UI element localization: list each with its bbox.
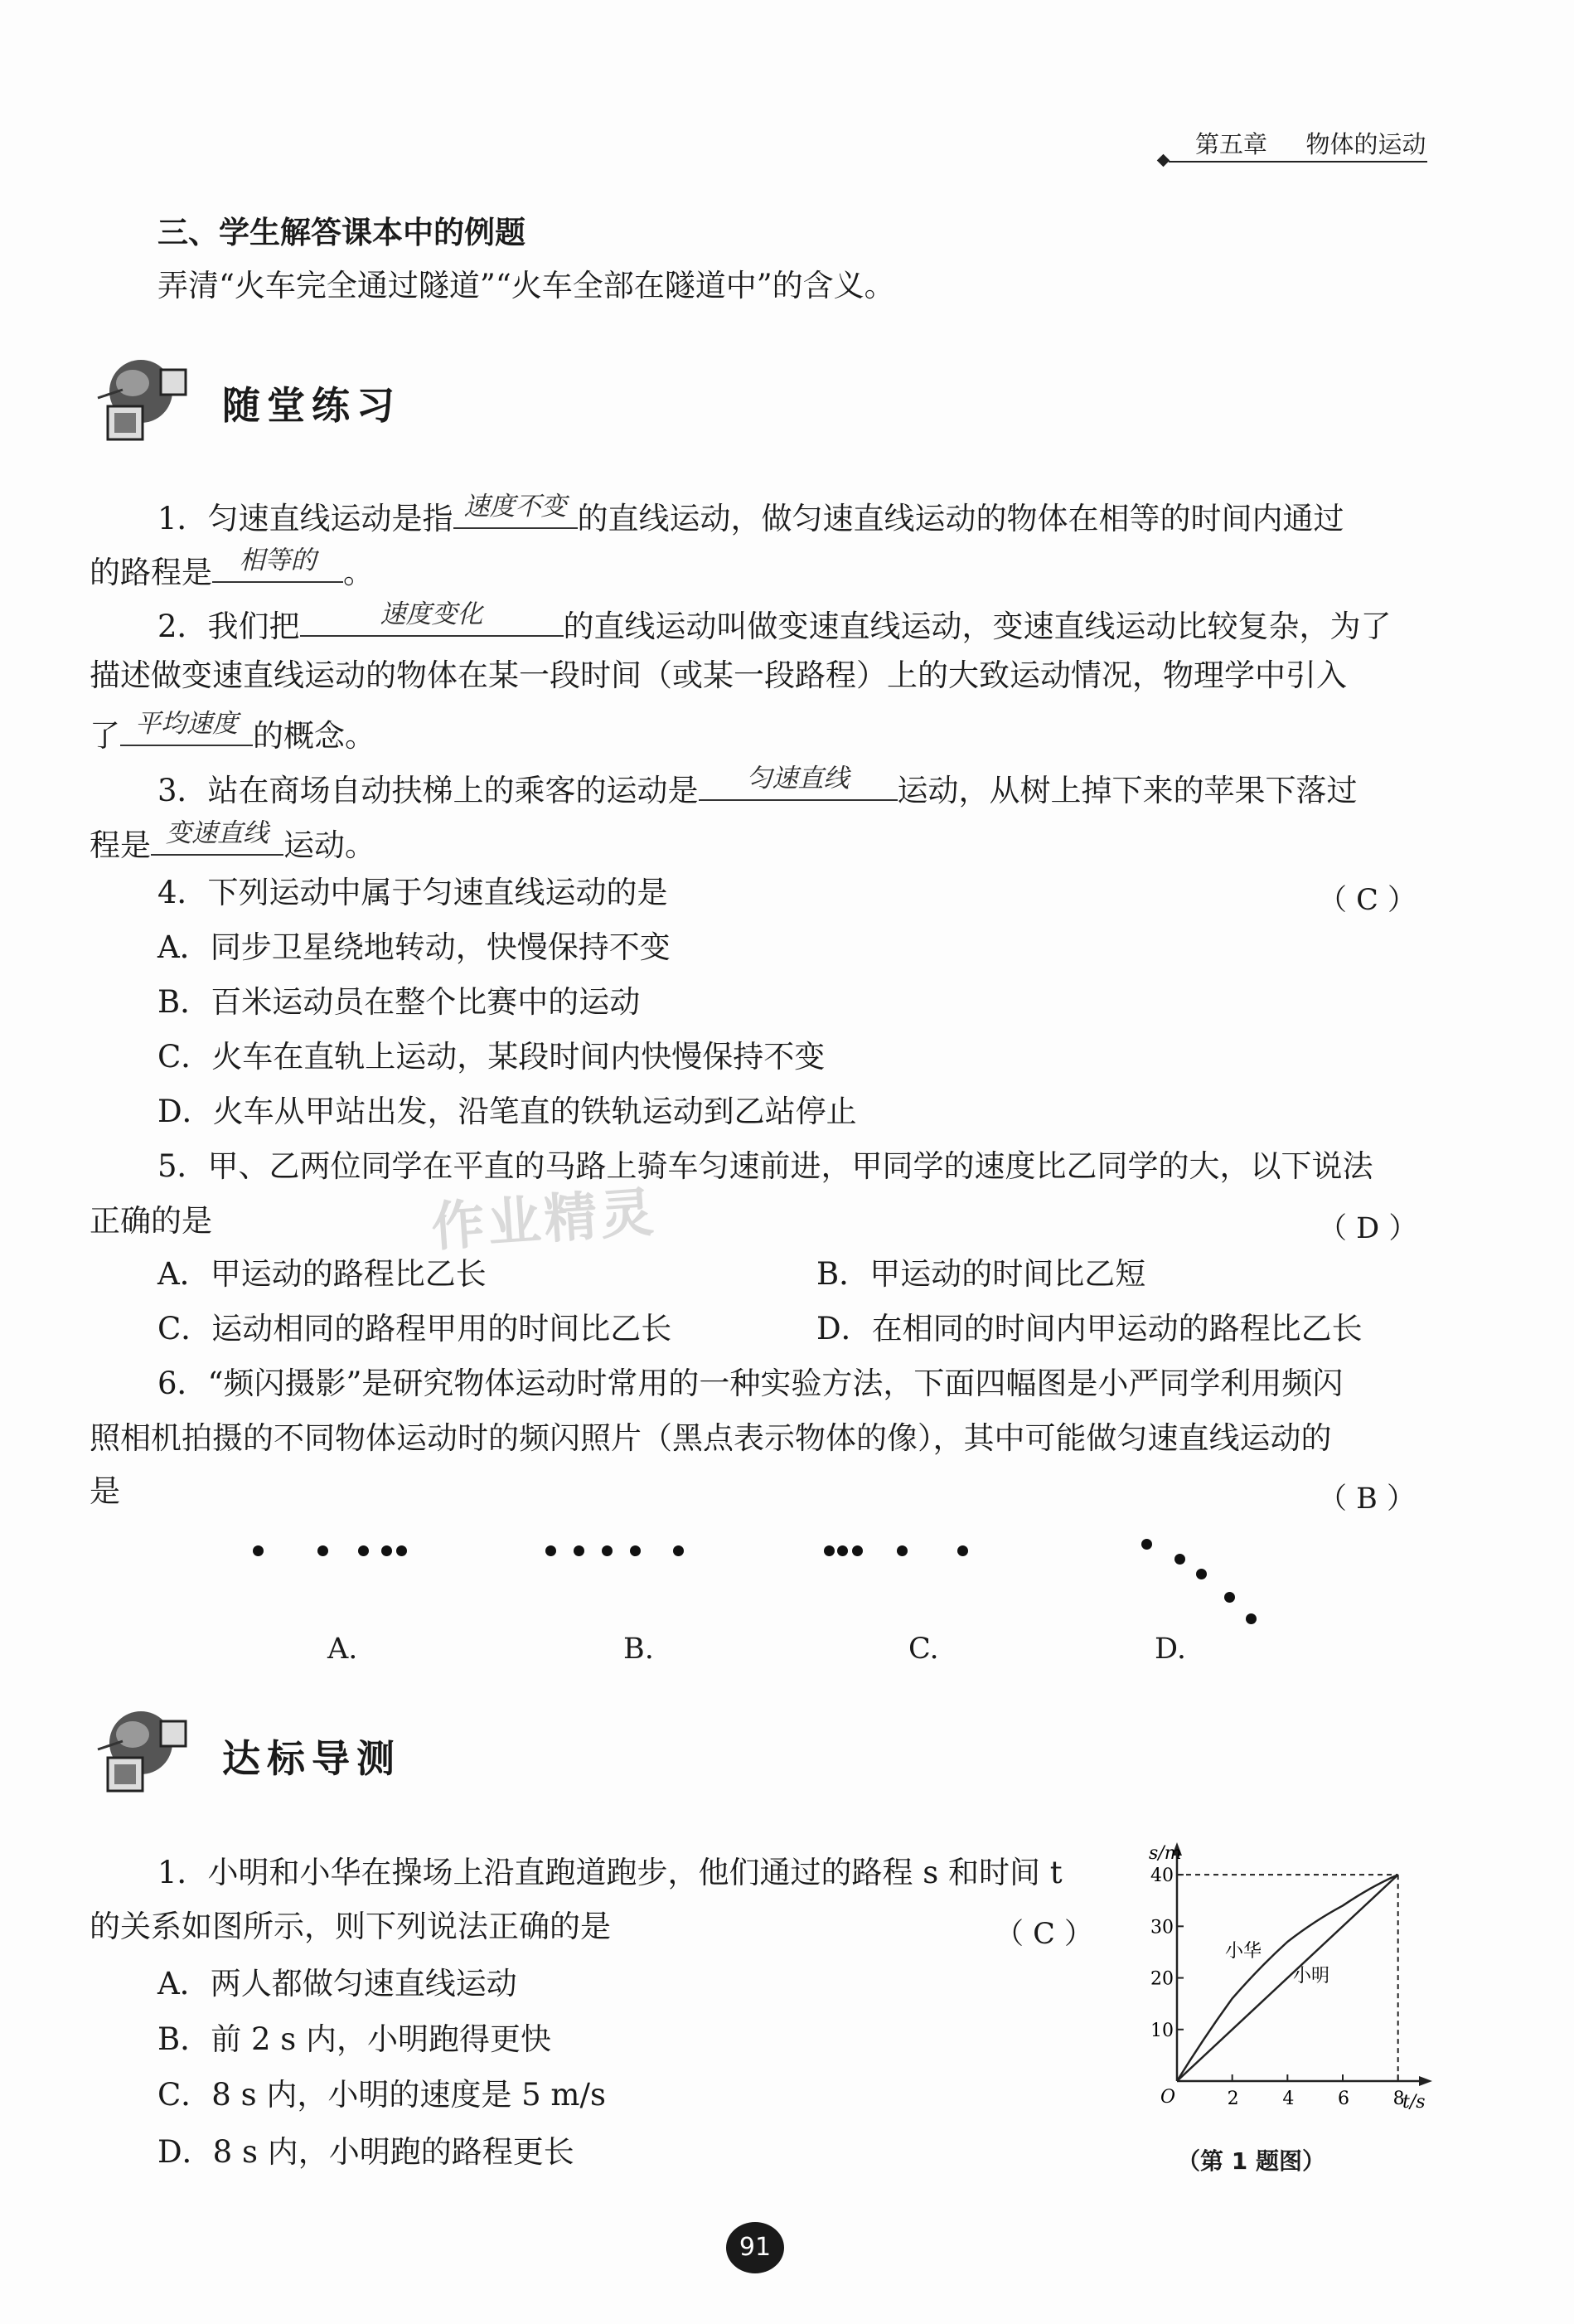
- chapter-header: [1195, 126, 1426, 160]
- practice-q6-stem3: 是: [90, 1473, 120, 1509]
- q4-option-b: B．百米运动员在整个比赛中的运动: [157, 984, 641, 1020]
- practice-q6-stem2: 照相机拍摄的不同物体运动时的频闪照片（黑点表示物体的像），其中可能做匀速直线运动的: [90, 1420, 1332, 1456]
- test-q1-stem2: 的关系如图所示，则下列说法正确的是: [90, 1909, 611, 1944]
- q5-option-c: C．运动相同的路程甲用的时间比乙长: [157, 1311, 672, 1346]
- st-chart: [1136, 1832, 1442, 2131]
- q1-blank-2[interactable]: 相等的: [212, 551, 343, 583]
- chapter-number: 第五章: [1195, 130, 1268, 158]
- practice-q5-stem1: 5．甲、乙两位同学在平直的马路上骑车匀速前进，甲同学的速度比乙同学的大，以下说法: [157, 1148, 1373, 1184]
- practice-q1-line2: 的路程是 相等的 。: [90, 546, 374, 590]
- strobe-dot: [317, 1545, 328, 1556]
- q4-option-a: A．同步卫星绕地转动，快慢保持不变: [157, 929, 671, 965]
- strobe-dot: [837, 1545, 848, 1556]
- q3-blank-2[interactable]: 变速直线: [151, 824, 283, 856]
- test-q1-stem1: 1．小明和小华在操场上沿直跑道跑步，他们通过的路程 s 和时间 t: [157, 1855, 1063, 1890]
- strobe-dot: [381, 1545, 392, 1556]
- test-q1-option-c: C．8 s 内，小明的速度是 5 m/s: [157, 2077, 606, 2113]
- practice-q2-line1: 2．我们把 速度变化 的直线运动叫做变速直线运动，变速直线运动比较复杂，为了: [157, 599, 1392, 644]
- practice-q5-answer: （ D ）: [1318, 1212, 1418, 1245]
- strobe-dot: [957, 1545, 968, 1556]
- practice-q5-stem2: 正确的是: [90, 1203, 212, 1239]
- test-q1-answer: （ C ）: [995, 1918, 1094, 1951]
- test-cube-icon: [90, 1700, 197, 1799]
- q1-blank-1[interactable]: 速度不变: [453, 497, 578, 529]
- page-number: 91: [739, 2233, 772, 2262]
- strobe-dot: [574, 1545, 584, 1556]
- strobe-dot: [824, 1545, 835, 1556]
- q5-option-a: A．甲运动的路程比乙长: [157, 1256, 487, 1292]
- y-tick-label: 40: [1150, 1866, 1174, 1887]
- strobe-dot: [1246, 1613, 1257, 1624]
- strobe-dot: [673, 1545, 684, 1556]
- q2-blank-1[interactable]: 速度变化: [300, 605, 564, 637]
- y-tick-label: 20: [1150, 1968, 1174, 1990]
- q5-option-d: D．在相同的时间内甲运动的路程比乙长: [816, 1311, 1363, 1346]
- strobe-dot: [602, 1545, 613, 1556]
- strobe-label-b: B.: [623, 1633, 654, 1666]
- practice-q6-stem1: 6．“频闪摄影”是研究物体运动时常用的一种实验方法，下面四幅图是小严同学利用频闪: [157, 1366, 1344, 1401]
- section3-heading: 三、学生解答课本中的例题: [157, 215, 525, 250]
- header-rule: [1169, 161, 1427, 163]
- q2-blank-2[interactable]: 平均速度: [120, 715, 253, 746]
- practice-q4-answer: （ C ）: [1318, 884, 1417, 917]
- strobe-label-a: A.: [327, 1633, 358, 1666]
- header-diamond-icon: [1157, 154, 1170, 167]
- series-label-xiaoming: 小明: [1293, 1966, 1330, 1987]
- strobe-dot: [630, 1545, 641, 1556]
- x-tick-label: 6: [1338, 2089, 1349, 2109]
- strobe-dot: [358, 1545, 369, 1556]
- practice-q4-stem: 4．下列运动中属于匀速直线运动的是: [157, 875, 668, 910]
- x-tick-label: 8: [1392, 2089, 1405, 2109]
- test-q1-option-b: B．前 2 s 内，小明跑得更快: [157, 2021, 552, 2057]
- strobe-dot: [396, 1545, 407, 1556]
- strobe-dot: [897, 1545, 908, 1556]
- strobe-dot: [852, 1545, 863, 1556]
- test-q1-option-d: D．8 s 内，小明跑的路程更长: [157, 2134, 574, 2170]
- strobe-label-c: C.: [908, 1633, 939, 1666]
- x-tick-label: 2: [1227, 2089, 1239, 2109]
- practice-q3-line1: 3．站在商场自动扶梯上的乘客的运动是 匀速直线 运动，从树上掉下来的苹果下落过: [157, 764, 1358, 808]
- practice-q3-line2: 程是 变速直线 运动。: [90, 818, 375, 863]
- q4-option-c: C．火车在直轨上运动，某段时间内快慢保持不变: [157, 1039, 826, 1075]
- practice-title: 随堂练习: [222, 383, 401, 428]
- strobe-dot: [1174, 1554, 1185, 1565]
- x-axis-label: t/s: [1402, 2092, 1426, 2113]
- chart-caption: （第 1 题图）: [1177, 2147, 1325, 2175]
- chapter-title: 物体的运动: [1305, 130, 1426, 158]
- section3-text: 弄清“火车完全通过隧道”“火车全部在隧道中”的含义。: [157, 268, 895, 303]
- series-label-xiaohua: 小华: [1225, 1941, 1262, 1962]
- x-axis-arrow-icon: [1419, 2076, 1432, 2086]
- strobe-dot: [1141, 1539, 1152, 1550]
- test-q1-option-a: A．两人都做匀速直线运动: [157, 1966, 517, 2001]
- practice-cube-icon: [90, 348, 197, 448]
- practice-q2-line3: 了 平均速度 的概念。: [90, 709, 375, 754]
- strobe-dot: [1224, 1592, 1235, 1603]
- test-title: 达标导测: [222, 1736, 401, 1781]
- y-tick-label: 10: [1150, 2020, 1174, 2041]
- strobe-label-d: D.: [1155, 1633, 1186, 1666]
- strobe-dot: [545, 1545, 556, 1556]
- strobe-dot: [253, 1545, 264, 1556]
- y-axis-label: s/m: [1149, 1843, 1182, 1864]
- practice-q6-answer: （ B ）: [1318, 1482, 1416, 1516]
- practice-q1-line1: 1．匀速直线运动是指 速度不变 的直线运动，做匀速直线运动的物体在相等的时间内通过: [157, 492, 1344, 536]
- origin-label: O: [1160, 2087, 1176, 2108]
- q4-option-d: D．火车从甲站出发，沿笔直的铁轨运动到乙站停止: [157, 1094, 857, 1129]
- series-line-xiaoming: [1177, 1875, 1398, 2081]
- q5-option-b: B．甲运动的时间比乙短: [816, 1256, 1146, 1292]
- watermark: 作业精灵: [429, 1181, 659, 1259]
- strobe-dot: [1196, 1569, 1207, 1579]
- y-tick-label: 30: [1150, 1917, 1174, 1938]
- x-tick-label: 4: [1282, 2089, 1295, 2109]
- q3-blank-1[interactable]: 匀速直线: [699, 769, 898, 801]
- practice-q2-line2: 描述做变速直线运动的物体在某一段时间（或某一段路程）上的大致运动情况，物理学中引入: [90, 657, 1347, 693]
